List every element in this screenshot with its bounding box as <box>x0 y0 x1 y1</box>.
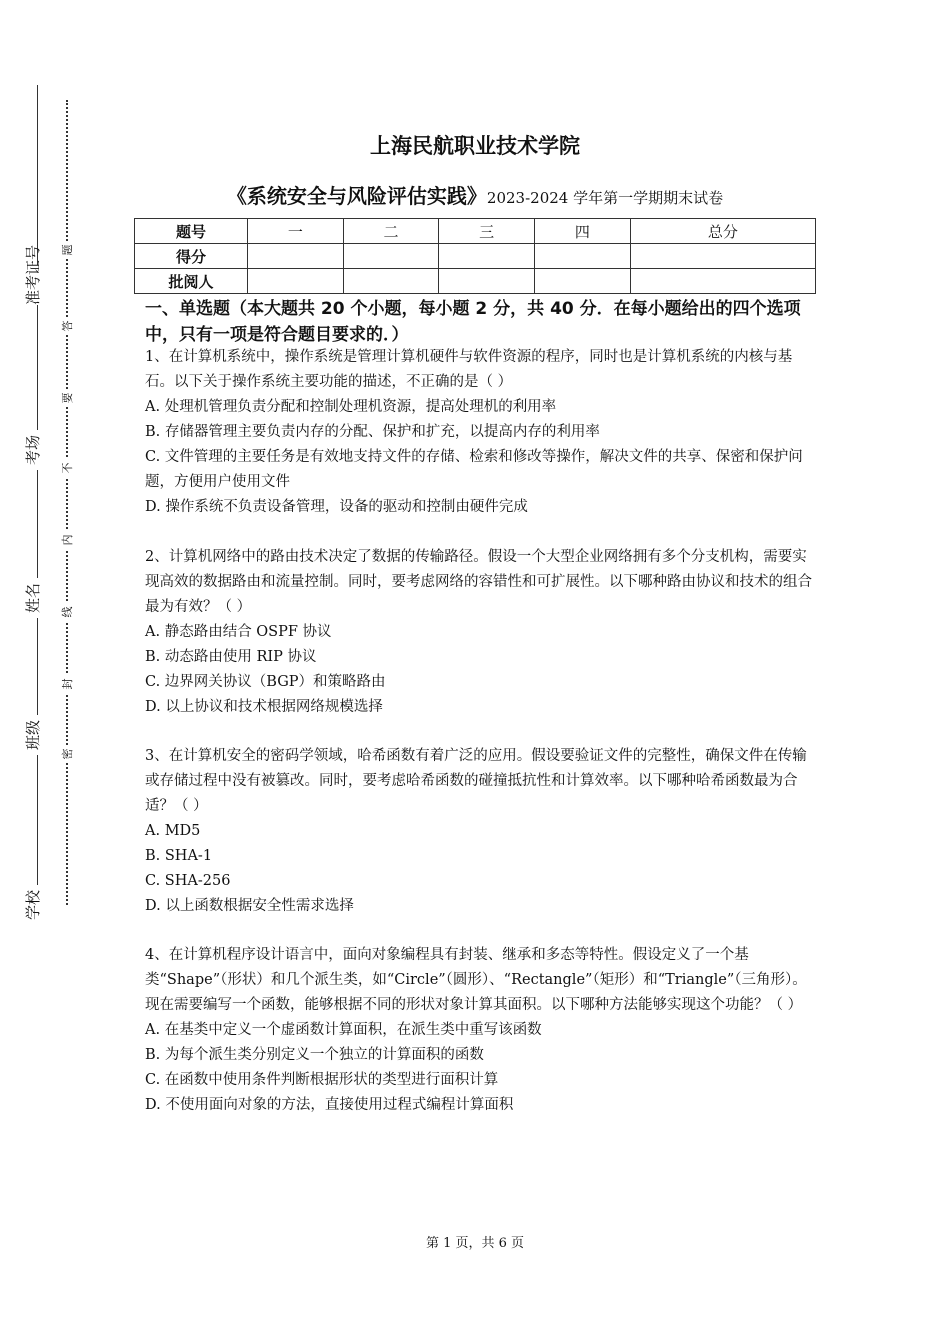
score-cell[interactable] <box>248 244 344 269</box>
page-number: 第 1 页，共 6 页 <box>425 1236 525 1251</box>
seal-char-nei: 内 <box>59 531 75 549</box>
reviewer-row-label: 批阅人 <box>135 269 248 294</box>
option-d[interactable]: D. 以上函数根据安全性需求选择 <box>145 898 354 914</box>
question-2 <box>145 545 817 720</box>
option-a[interactable]: A. MD5 <box>145 823 201 839</box>
question-stem: 3、在计算机安全的密码学领域，哈希函数有着广泛的应用。假设要验证文件的完整性，确保文件在传输或存储过程中没有被篡改。同时，要考虑哈希函数的碰撞抵抗性和计算效率。以下哪种哈希函数最为合适？（ ） <box>145 748 807 814</box>
score-cell[interactable] <box>439 244 535 269</box>
option-c[interactable]: C. SHA-256 <box>145 873 231 889</box>
term-label: 2023-2024 学年第一学期期末试卷 <box>486 189 724 207</box>
option-b[interactable]: B. 为每个派生类分别定义一个独立的计算面积的函数 <box>145 1047 484 1063</box>
school-title: 上海民航职业技术学院 <box>370 134 580 158</box>
seal-char-yao: 要 <box>59 389 75 407</box>
label-exam-room: 考场 <box>22 430 42 470</box>
seal-char-ti: 题 <box>59 241 75 259</box>
reviewer-cell[interactable] <box>439 269 535 294</box>
option-c[interactable]: C. 边界网关协议（BGP）和策略路由 <box>145 674 386 690</box>
seal-char-mi: 密 <box>59 745 75 763</box>
option-b[interactable]: B. SHA-1 <box>145 848 213 864</box>
question-3 <box>145 744 817 919</box>
option-d[interactable]: D. 不使用面向对象的方法，直接使用过程式编程计算面积 <box>145 1097 514 1113</box>
label-school: 学校 <box>22 885 42 925</box>
score-row-label: 得分 <box>135 244 248 269</box>
score-col-header: 三 <box>439 219 535 244</box>
score-table-header-row <box>135 219 816 244</box>
reviewer-cell[interactable] <box>630 269 815 294</box>
score-col-header: 四 <box>535 219 631 244</box>
option-c[interactable]: C. 文件管理的主要任务是有效地支持文件的存储、检索和修改等操作，解决文件的共享、保密和保护问题，方便用户使用文件 <box>145 449 803 490</box>
reviewer-row <box>135 269 816 294</box>
option-b[interactable]: B. 存储器管理主要负责内存的分配、保护和扩充，以提高内存的利用率 <box>145 424 600 440</box>
question-4 <box>145 943 817 1118</box>
seal-char-da: 答 <box>59 317 75 335</box>
seal-char-feng: 封 <box>59 675 75 693</box>
binding-dotted-line <box>66 100 68 905</box>
label-name: 姓名 <box>22 578 42 618</box>
reviewer-cell[interactable] <box>535 269 631 294</box>
question-stem: 2、计算机网络中的路由技术决定了数据的传输路径。假设一个大型企业网络拥有多个分支机构，需要实现高效的数据路由和流量控制。同时，要考虑网络的容错性和可扩展性。以下哪种路由协议和技术的组合最为有效？（ ） <box>145 549 812 615</box>
score-col-header: 题号 <box>135 219 248 244</box>
option-a[interactable]: A. 在基类中定义一个虚函数计算面积，在派生类中重写该函数 <box>145 1022 542 1038</box>
section-title: 一、单选题（本大题共 20 个小题，每小题 2 分，共 40 分．在每小题给出的四个选项中，只有一项是符合题目要求的．） <box>145 299 801 345</box>
option-b[interactable]: B. 动态路由使用 RIP 协议 <box>145 649 317 665</box>
option-d[interactable]: D. 操作系统不负责设备管理，设备的驱动和控制由硬件完成 <box>145 499 528 515</box>
score-cell[interactable] <box>535 244 631 269</box>
course-name: 《系统安全与风险评估实践》 <box>226 184 487 208</box>
seal-char-xian: 线 <box>59 603 75 621</box>
reviewer-cell[interactable] <box>343 269 439 294</box>
question-stem: 1、在计算机系统中，操作系统是管理计算机硬件与软件资源的程序，同时也是计算机系统的内核与基石。以下关于操作系统主要功能的描述，不正确的是（ ） <box>145 349 793 390</box>
score-col-header: 一 <box>248 219 344 244</box>
label-class: 班级 <box>22 715 42 755</box>
score-cell[interactable] <box>343 244 439 269</box>
reviewer-cell[interactable] <box>248 269 344 294</box>
option-a[interactable]: A. 静态路由结合 OSPF 协议 <box>145 624 332 640</box>
seal-char-bu: 不 <box>59 459 75 477</box>
option-c[interactable]: C. 在函数中使用条件判断根据形状的类型进行面积计算 <box>145 1072 499 1088</box>
score-col-header: 二 <box>343 219 439 244</box>
score-row <box>135 244 816 269</box>
score-col-header: 总分 <box>630 219 815 244</box>
option-a[interactable]: A. 处理机管理负责分配和控制处理机资源，提高处理机的利用率 <box>145 399 557 415</box>
option-d[interactable]: D. 以上协议和技术根据网络规模选择 <box>145 699 383 715</box>
score-table <box>134 218 816 294</box>
label-exam-number: 准考证号 <box>24 244 42 305</box>
question-stem: 4、在计算机程序设计语言中，面向对象编程具有封装、继承和多态等特性。假设定义了一个基类“Shape”（形状）和几个派生类，如“Circle”（圆形）、“Rectangle”（矩形）和“Triangle”（三角形）。现在需要编写一个函数，能够根据不同的形状对象计算其面积。以下哪种方法能够实现这个功能？（ ） <box>145 947 807 1013</box>
score-cell[interactable] <box>630 244 815 269</box>
question-1 <box>145 345 817 520</box>
exam-title <box>0 180 950 209</box>
